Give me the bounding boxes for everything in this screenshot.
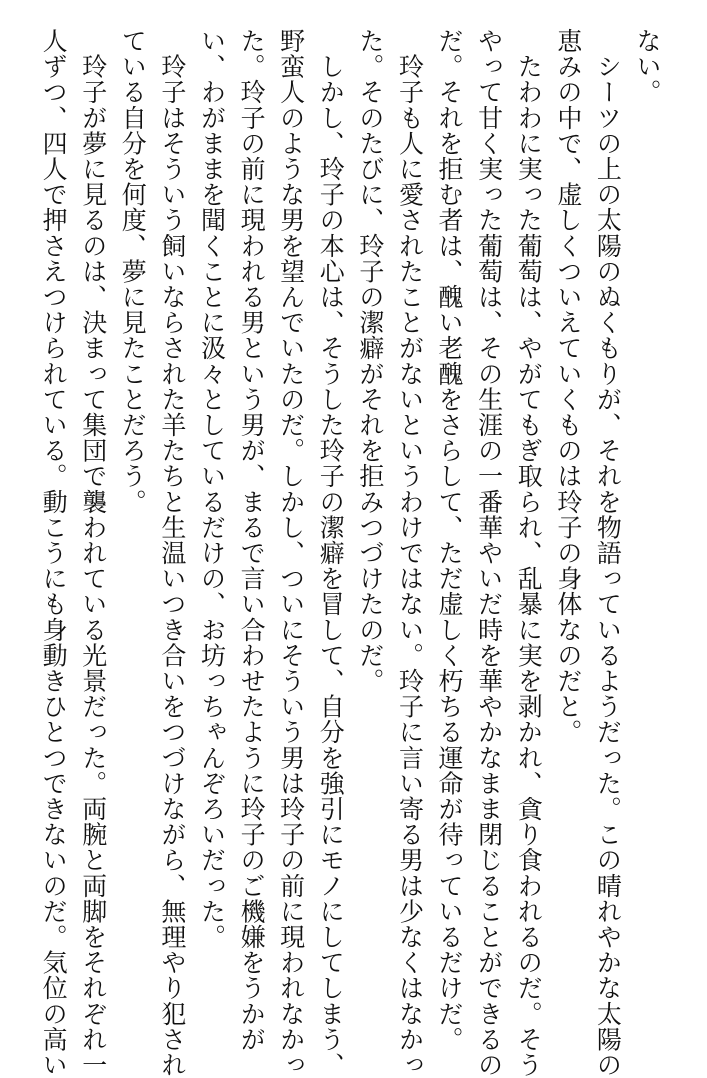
text-line: 恵みの中で、虚しくついえていくものは玲子の身体なのだと。 [553, 28, 583, 745]
text-line: た。玲子の前に現われる男という男が、まるで言い合わせたように玲子のご機嫌をうかが [237, 28, 267, 1052]
text-line: ている自分を何度、夢に見たことだろう。 [118, 28, 148, 515]
text-line: 野蛮人のような男を望んでいたのだ。しかし、ついにそういう男は玲子の前に現われなかっ [276, 28, 306, 1078]
text-line: シーツの上の太陽のぬくもりが、それを物語っているようだった。この晴れやかな太陽の [593, 28, 623, 1078]
text-line: ない。 [633, 28, 662, 105]
text-line: だ。それを拒む者は、醜い老醜をさらして、ただ虚しく朽ちる運命が待っているだけだ。 [435, 28, 465, 1052]
text-line: 人ずつ、四人で押さえつけられている。動こうにも身動きひとつできないのだ。気位の高い [39, 28, 69, 1078]
text-line: い、わがままを聞くことに汲々としているだけの、お坊っちゃんぞろいだった。 [197, 28, 227, 950]
text-line: 玲子が夢に見るのは、決まって集団で襲われている光景だった。両腕と両脚をそれぞれ一 [78, 28, 108, 1078]
vertical-text-body [34, 28, 668, 1078]
text-line: しかし、玲子の本心は、そうした玲子の潔癖を冒して、自分を強引にモノにしてしまう、 [316, 28, 346, 1078]
text-line: 玲子も人に愛されたことがないというわけではない。玲子に言い寄る男は少なくはなかっ [395, 28, 425, 1078]
text-line: やって甘く実った葡萄は、その生涯の一番華やいだ時を華やかなまま閉じることができるの [474, 28, 504, 1078]
text-line: たわわに実った葡萄は、やがてもぎ取られ、乱暴に実を剥かれ、貪り食われるのだ。そう [514, 28, 544, 1078]
text-line: 玲子はそういう飼いならされた羊たちと生温いつき合いをつづけながら、無理やり犯され [157, 28, 187, 1078]
text-line: た。そのたびに、玲子の潔癖がそれを拒みつづけたのだ。 [355, 28, 385, 694]
